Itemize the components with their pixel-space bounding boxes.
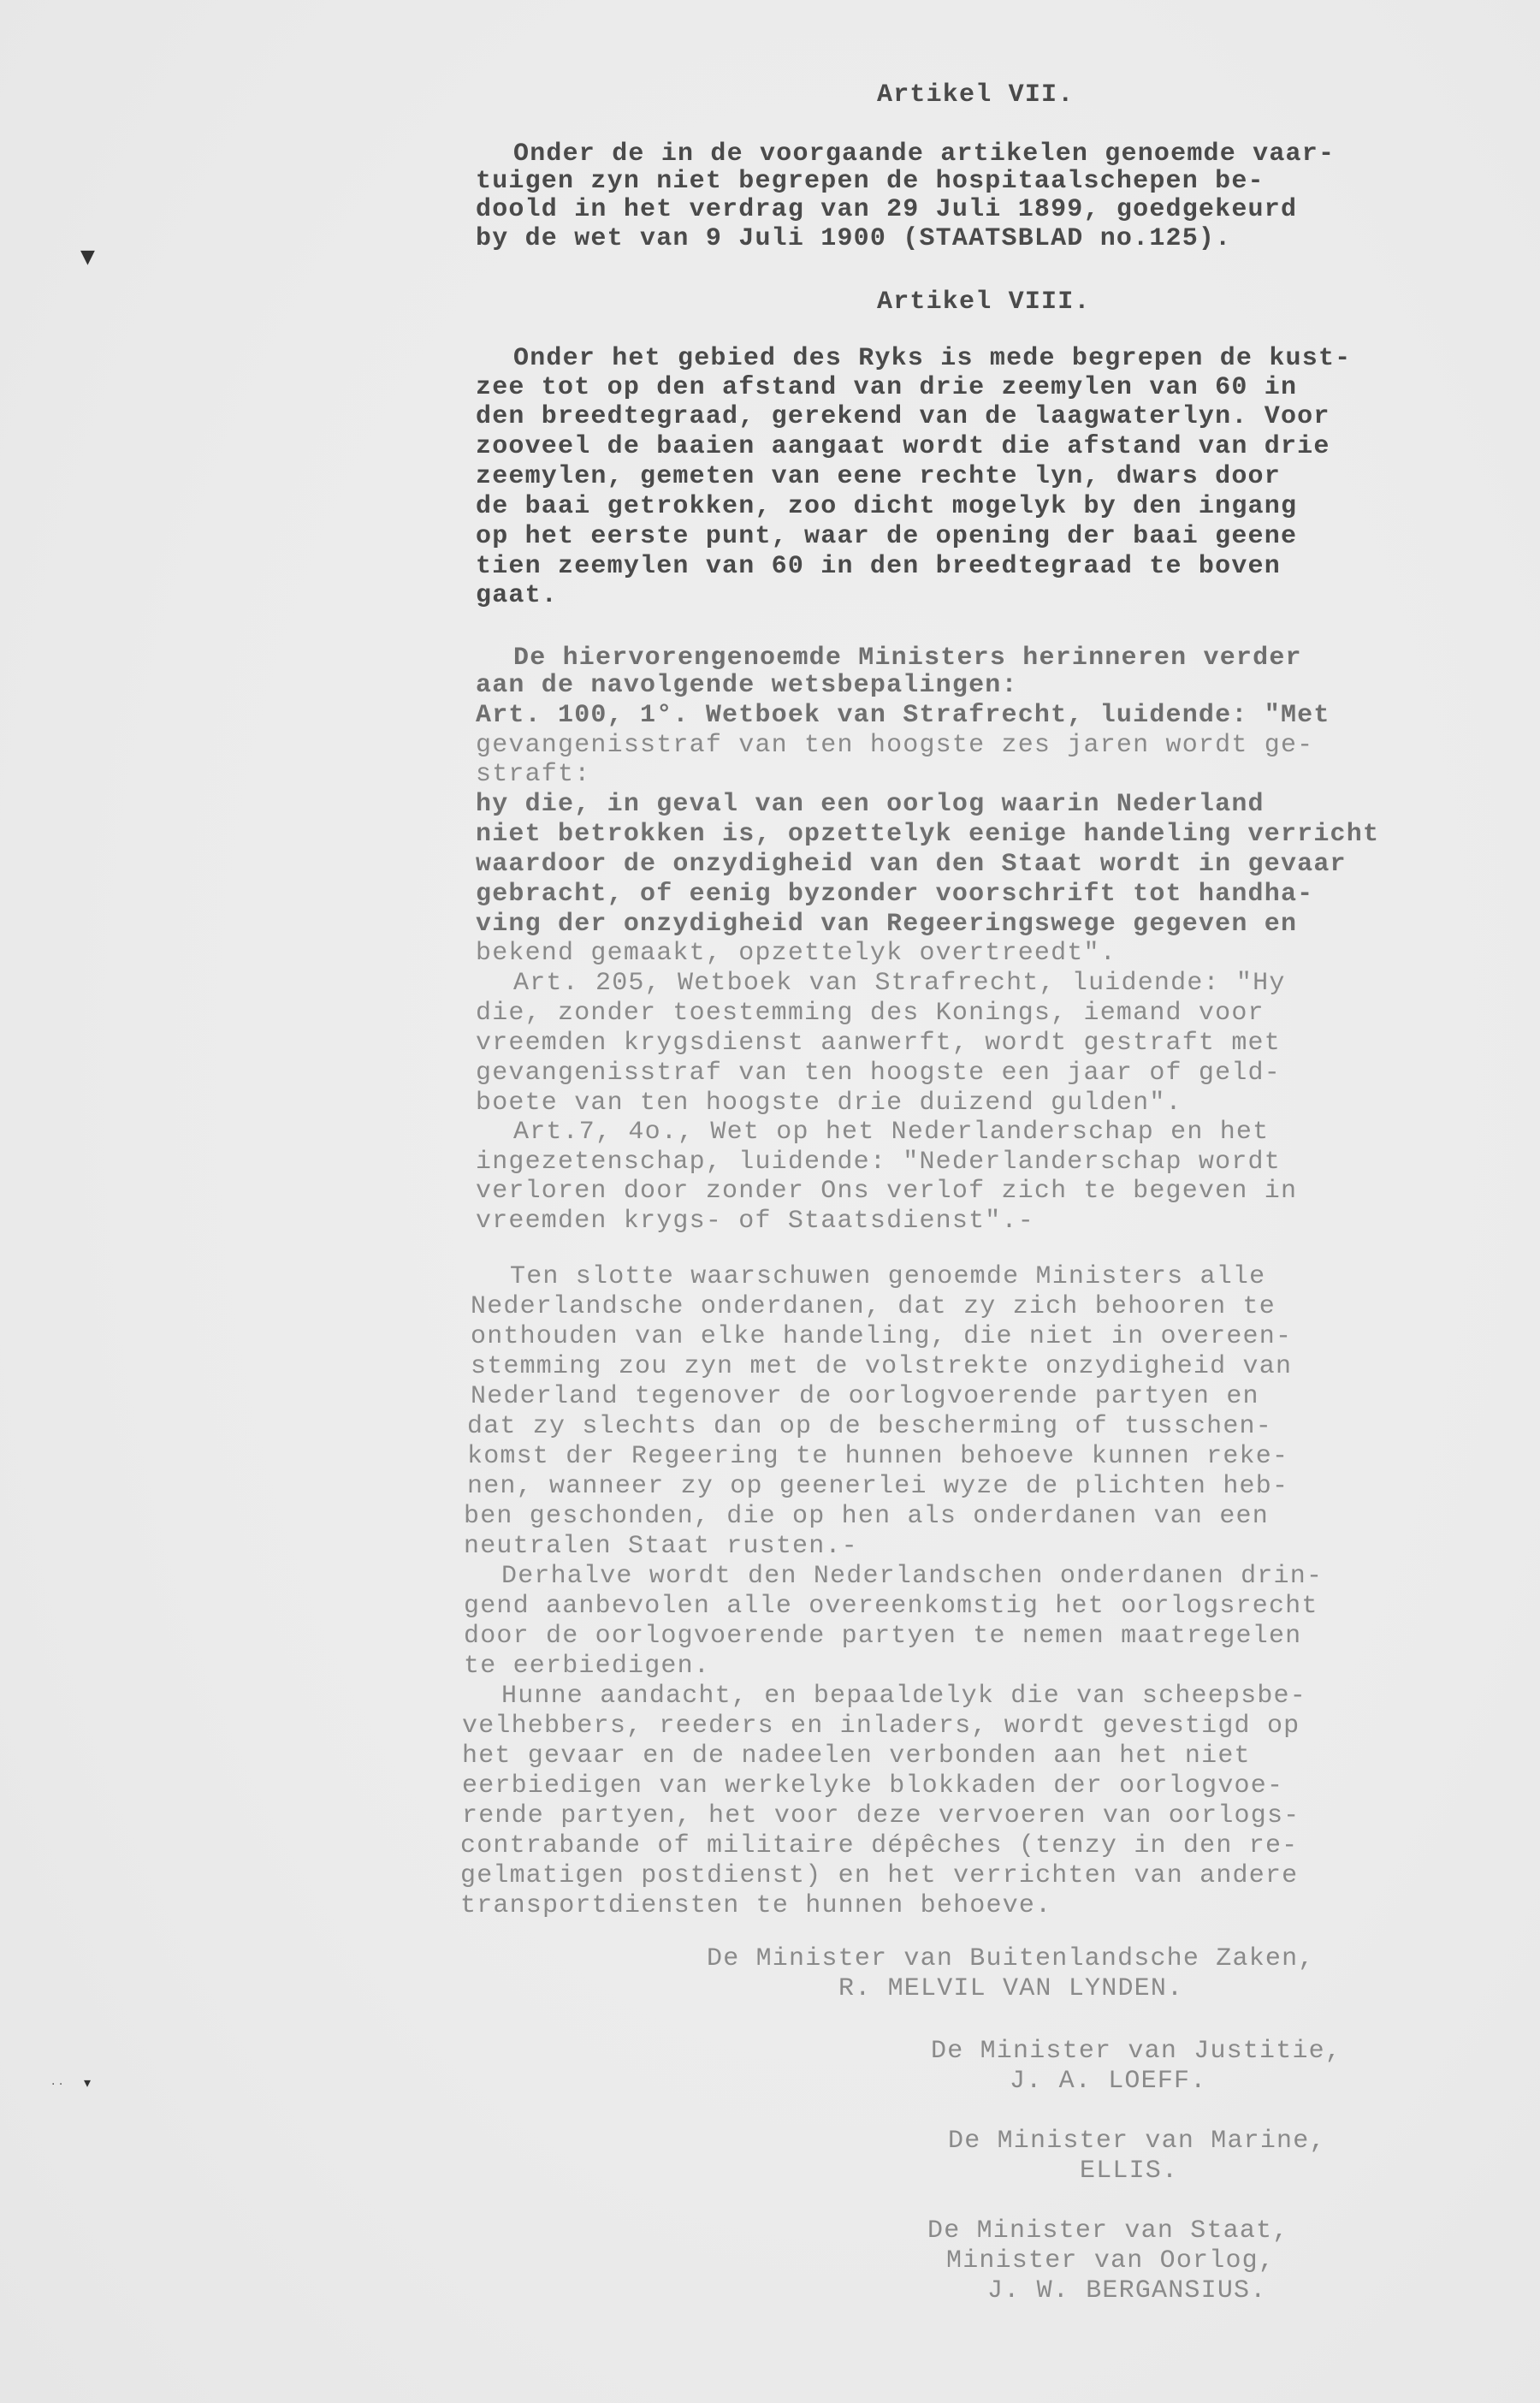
- signature-name: R. MELVIL VAN LYNDEN.: [838, 1974, 1184, 2003]
- text-line: Art.7, 4o., Wet op het Nederlanderschap en het: [513, 1118, 1270, 1147]
- signature-name: ELLIS.: [1080, 2157, 1179, 2186]
- text-line: zooveel de baaien aangaat wordt die afstand van drie: [476, 432, 1330, 461]
- text-line: gebracht, of eenig byzonder voorschrift tot handha-: [476, 880, 1314, 909]
- text-line: aan de navolgende wetsbepalingen:: [476, 671, 1018, 700]
- signature-title: De Minister van Justitie,: [931, 2037, 1342, 2066]
- text-line: vreemden krygs- of Staatsdienst".-: [476, 1207, 1034, 1236]
- margin-mark: · ·: [51, 2078, 63, 2092]
- text-line: onthouden van elke handeling, die niet in overeen-: [471, 1322, 1293, 1351]
- text-line: komst der Regeering te hunnen behoeve kunnen reke-: [467, 1442, 1289, 1471]
- text-line: ving der onzydigheid van Regeeringswege gegeven en: [476, 910, 1298, 939]
- text-line: transportdiensten te hunnen behoeve.: [460, 1891, 1052, 1920]
- article-heading: Artikel VII.: [877, 80, 1075, 110]
- text-line: ben geschonden, die op hen als onderdanen van een: [464, 1502, 1269, 1531]
- text-line: de baai getrokken, zoo dicht mogelyk by den ingang: [476, 492, 1298, 521]
- text-line: by de wet van 9 Juli 1900 (STAATSBLAD no.125).: [476, 224, 1232, 253]
- text-line: die, zonder toestemming des Konings, iemand voor: [476, 999, 1265, 1028]
- text-line: Art. 205, Wetboek van Strafrecht, luidende: "Hy: [513, 969, 1286, 998]
- text-line: dat zy slechts dan op de bescherming of tusschen-: [467, 1412, 1272, 1441]
- text-line: contrabande of militaire dépêches (tenzy in den re-: [460, 1831, 1299, 1860]
- text-line: Art. 100, 1°. Wetboek van Strafrecht, luidende: "Met: [476, 701, 1330, 730]
- text-line: vreemden krygsdienst aanwerft, wordt gestraft met: [476, 1029, 1281, 1058]
- text-line: boete van ten hoogste drie duizend gulden".: [476, 1089, 1182, 1118]
- text-line: Onder het gebied des Ryks is mede begrepen de kust-: [513, 344, 1352, 373]
- text-line: op het eerste punt, waar de opening der baai geene: [476, 522, 1298, 551]
- signature-name: J. W. BERGANSIUS.: [987, 2276, 1267, 2305]
- article-heading: Artikel VIII.: [877, 288, 1091, 317]
- text-line: te eerbiedigen.: [464, 1652, 711, 1681]
- text-line: eerbiedigen van werkelyke blokkaden der oorlogvoe-: [462, 1771, 1284, 1801]
- text-line: gaat.: [476, 581, 559, 610]
- text-line: straft:: [476, 760, 591, 789]
- text-line: Nederlandsche onderdanen, dat zy zich behooren te: [471, 1292, 1276, 1321]
- text-line: gend aanbevolen alle overeenkomstig het oorlogsrecht: [464, 1592, 1318, 1621]
- text-line: tien zeemylen van 60 in den breedtegraad te boven: [476, 552, 1281, 581]
- text-line: gelmatigen postdienst) en het verrichten van andere: [460, 1861, 1299, 1890]
- text-line: Derhalve wordt den Nederlandschen onderdanen drin-: [501, 1562, 1324, 1591]
- text-line: nen, wanneer zy op geenerlei wyze de plichten heb-: [467, 1472, 1289, 1501]
- text-line: zee tot op den afstand van drie zeemylen van 60 in: [476, 373, 1298, 402]
- signature-title: De Minister van Marine,: [948, 2127, 1326, 2156]
- text-line: hy die, in geval van een oorlog waarin Nederland: [476, 790, 1265, 819]
- signature-name: J. A. LOEFF.: [1010, 2067, 1207, 2096]
- text-line: Ten slotte waarschuwen genoemde Ministers alle: [510, 1262, 1266, 1291]
- text-line: velhebbers, reeders en inladers, wordt gevestigd op: [462, 1712, 1300, 1741]
- text-line: rende partyen, het voor deze vervoeren van oorlogs-: [462, 1801, 1300, 1830]
- text-line: stemming zou zyn met de volstrekte onzydigheid van: [471, 1352, 1293, 1381]
- signature-title: Minister van Oorlog,: [946, 2246, 1276, 2275]
- signature-title: De Minister van Buitenlandsche Zaken,: [707, 1944, 1315, 1973]
- text-line: Hunne aandacht, en bepaaldelyk die van scheepsbe-: [501, 1682, 1306, 1711]
- text-line: Onder de in de voorgaande artikelen genoemde vaar-: [513, 139, 1336, 169]
- text-line: waardoor de onzydigheid van den Staat wordt in gevaar: [476, 850, 1347, 879]
- text-line: zeemylen, gemeten van eene rechte lyn, dwars door: [476, 462, 1281, 491]
- text-line: bekend gemaakt, opzettelyk overtreedt".: [476, 939, 1116, 968]
- text-line: gevangenisstraf van ten hoogste zes jaren wordt ge-: [476, 731, 1314, 760]
- text-line: het gevaar en de nadeelen verbonden aan het niet: [462, 1741, 1251, 1771]
- text-line: verloren door zonder Ons verlof zich te begeven in: [476, 1177, 1298, 1206]
- text-line: neutralen Staat rusten.-: [464, 1532, 858, 1561]
- text-line: De hiervorengenoemde Ministers herinneren verder: [513, 644, 1302, 673]
- text-line: ingezetenschap, luidende: "Nederlanderschap wordt: [476, 1148, 1281, 1177]
- text-line: gevangenisstraf van ten hoogste een jaar of geld-: [476, 1059, 1281, 1088]
- text-line: Nederland tegenover de oorlogvoerende partyen en: [471, 1382, 1259, 1411]
- signature-title: De Minister van Staat,: [927, 2216, 1289, 2246]
- margin-mark: ▼: [80, 246, 95, 268]
- text-line: niet betrokken is, opzettelyk eenige handeling verricht: [476, 820, 1380, 849]
- text-line: den breedtegraad, gerekend van de laagwaterlyn. Voor: [476, 402, 1330, 431]
- text-line: tuigen zyn niet begrepen de hospitaalschepen be-: [476, 167, 1265, 196]
- text-line: door de oorlogvoerende partyen te nemen maatregelen: [464, 1622, 1302, 1651]
- text-line: doold in het verdrag van 29 Juli 1899, goedgekeurd: [476, 195, 1298, 224]
- margin-mark: ▾: [84, 2074, 92, 2091]
